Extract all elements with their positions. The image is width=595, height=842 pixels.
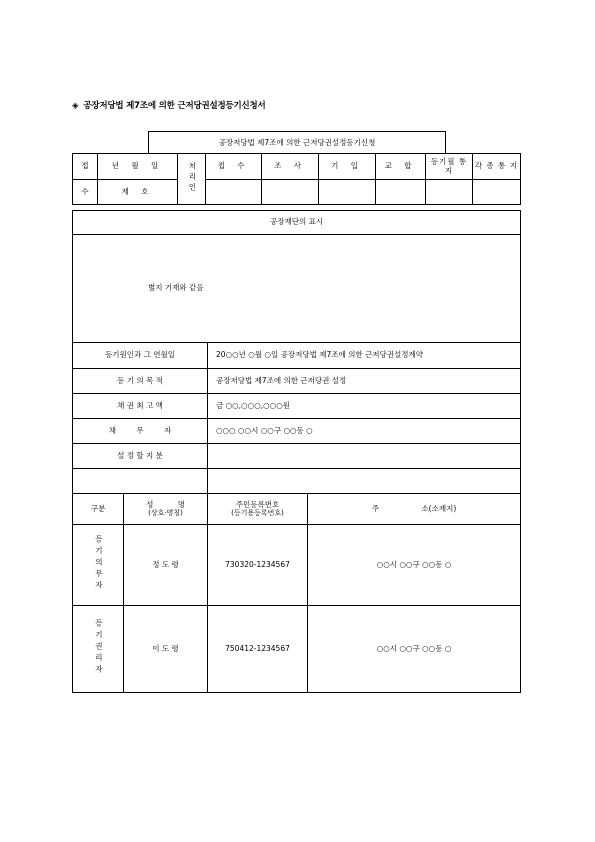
info-value-cause[interactable]: 20○○년 ○월 ○일 공장저당법 제7조에 의한 근저당권설정계약 bbox=[208, 343, 521, 369]
info-label-debtor: 채 무 자 bbox=[73, 419, 208, 444]
info-label-cause: 등기원인과 그 연월일 bbox=[73, 343, 208, 369]
col-jeopsu: 접 수 bbox=[206, 154, 262, 180]
col-gyohap: 교 합 bbox=[376, 154, 426, 180]
party-name-obligee[interactable]: 이 도 령 bbox=[124, 606, 208, 693]
receipt-table bbox=[72, 153, 521, 205]
party-header-category: 구분 bbox=[73, 494, 124, 525]
party-address-obligor[interactable]: ○○시 ○○구 ○○동 ○ bbox=[308, 525, 521, 606]
receipt-jeop-label: 접 bbox=[73, 154, 98, 180]
party-header-address: 주 소(소재지) bbox=[308, 494, 521, 525]
receipt-number-label: 제 호 bbox=[98, 180, 178, 205]
party-name-obligor[interactable]: 정 도 령 bbox=[124, 525, 208, 606]
document-title bbox=[72, 99, 266, 111]
info-label-max-amount: 채 권 최 고 액 bbox=[73, 394, 208, 419]
info-value-share[interactable] bbox=[208, 444, 521, 469]
info-value-purpose[interactable]: 공장저당법 제7조에 의한 근저당권 설정 bbox=[208, 369, 521, 394]
factory-content: 별지 기재와 같음 bbox=[73, 235, 521, 343]
party-address-obligee[interactable]: ○○시 ○○구 ○○동 ○ bbox=[308, 606, 521, 693]
party-role-obligee: 등기권리자 bbox=[73, 606, 124, 693]
form-caption: 공장저당법 제7조에 의한 근저당권설정등기신청 bbox=[148, 131, 446, 153]
info-value-max-amount[interactable]: 금 ○○,○○○,○○○원 bbox=[208, 394, 521, 419]
party-id-obligee[interactable]: 750412-1234567 bbox=[208, 606, 308, 693]
col-giip: 기 입 bbox=[319, 154, 376, 180]
party-id-obligor[interactable]: 730320-1234567 bbox=[208, 525, 308, 606]
col-josa: 조 사 bbox=[262, 154, 319, 180]
factory-header: 공장재단의 표시 bbox=[73, 211, 521, 235]
receipt-su-label: 수 bbox=[73, 180, 98, 205]
party-header-name: 성 명 (상호·명칭) bbox=[124, 494, 208, 525]
cell-josa[interactable] bbox=[262, 180, 319, 205]
info-label-purpose: 등 기 의 목 적 bbox=[73, 369, 208, 394]
info-value-blank[interactable] bbox=[208, 469, 521, 494]
col-deunggipil: 등기필 통 지 bbox=[426, 154, 473, 180]
document-title-text: 공장저당법 제7조에 의한 근저당권설정등기신청서 bbox=[83, 101, 266, 111]
info-label-blank bbox=[73, 469, 208, 494]
receipt-date-label: 년 월 일 bbox=[98, 154, 178, 180]
diamond-bullet-icon: ◈ bbox=[72, 101, 79, 111]
processor-label: 처리인 bbox=[178, 154, 206, 205]
party-role-obligor: 등기의무자 bbox=[73, 525, 124, 606]
cell-giip[interactable] bbox=[319, 180, 376, 205]
cell-jeopsu[interactable] bbox=[206, 180, 262, 205]
cell-gyohap[interactable] bbox=[376, 180, 426, 205]
col-gakjong: 각 종 통 지 bbox=[473, 154, 521, 180]
main-table bbox=[72, 210, 521, 693]
cell-deunggipil[interactable] bbox=[426, 180, 473, 205]
info-value-debtor[interactable]: ○○○ ○○시 ○○구 ○○동 ○ bbox=[208, 419, 521, 444]
cell-gakjong[interactable] bbox=[473, 180, 521, 205]
info-label-share: 설 정 할 지 분 bbox=[73, 444, 208, 469]
party-header-id: 주민등록번호 (등기용등록번호) bbox=[208, 494, 308, 525]
